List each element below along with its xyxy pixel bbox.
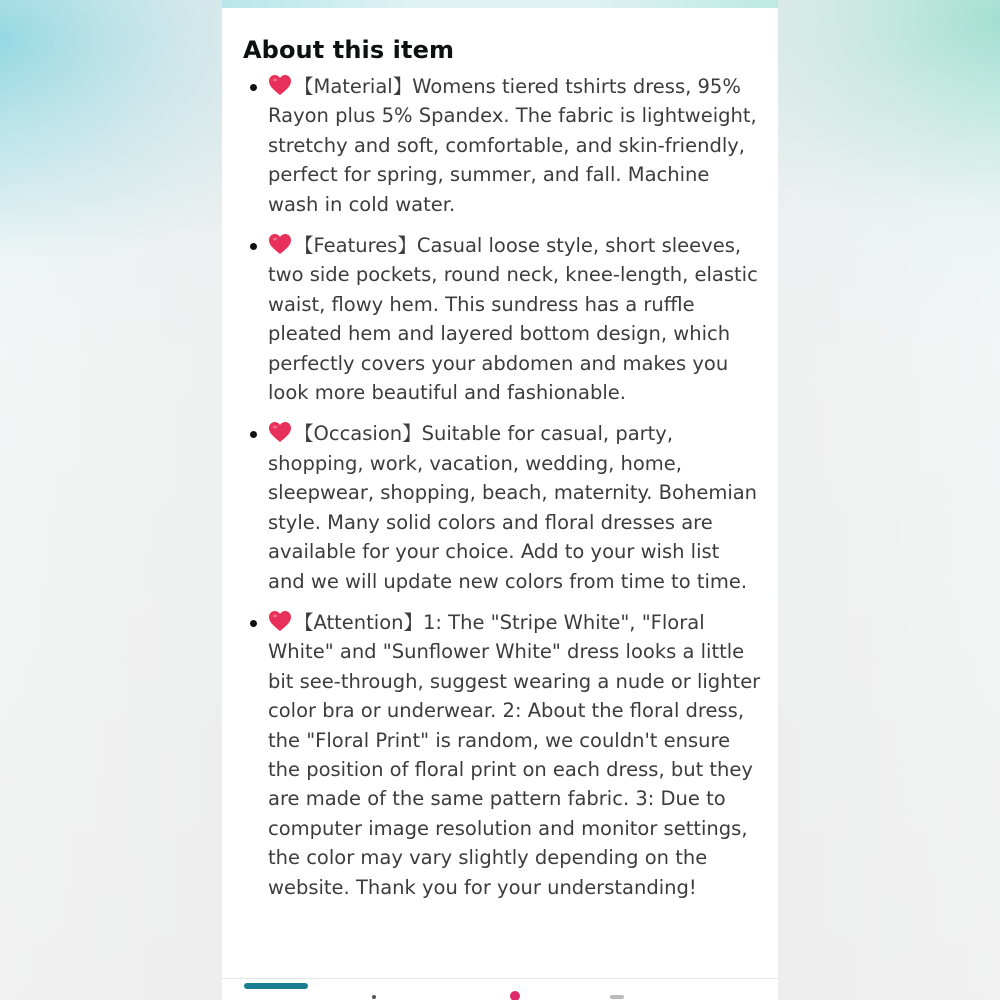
heart-icon [268,610,292,632]
product-details-panel [222,8,778,1000]
active-tab-indicator[interactable] [244,983,308,989]
bottom-navigation-bar [222,978,778,1000]
bullet-item-material [222,72,778,219]
bullet-text: Suitable for casual, party, shopping, work, vacation, wedding, home, sleepwear, shopping, beach, maternity. Bohemian style. Many solid colors and floral dresses are available for your choice. Add to your wish list and we will update new colors from time to time. [268,422,758,593]
background-left [0,0,222,1000]
heart-icon [268,74,292,96]
bullet-dot [250,431,257,438]
bullet-dot [250,243,257,250]
bullet-title: 【Material】 [294,75,413,98]
bullet-text: Casual loose style, short sleeves, two side pockets, round neck, knee-length, elastic waist, flowy hem. This sundress has a ruffle pleated hem and layered bottom design, which perfectly covers your abdomen and makes you look more beautiful and fashionable. [268,234,758,405]
nav-item[interactable] [372,995,376,999]
nav-item[interactable] [610,995,624,999]
bullet-title: 【Attention】 [294,610,423,634]
heart-icon [268,421,292,443]
bullet-dot [250,84,257,91]
section-heading: About this item [243,36,455,64]
bullet-item-attention [222,608,778,902]
bullet-item-occasion [222,419,778,595]
bullet-text: 1: The "Stripe White", "Floral White" and "Sunflower White" dress looks a little bit see-through, suggest wearing a nude or lighter color bra or underwear. 2: About the floral dress, the "Floral Print" is random, we couldn't ensure the position of floral print on each dress, but they are made of the same pattern fabric. 3: Due to computer image resolution and monitor settings, the color may vary slightly depending on the website. Thank you for your understanding! [268,610,761,899]
feature-bullet-list [222,72,778,914]
heart-icon [268,233,292,255]
bullet-dot [250,620,257,627]
bullet-item-features [222,231,778,407]
background-right [778,0,1000,1000]
bullet-text: Womens tiered tshirts dress, 95% Rayon plus 5% Spandex. The fabric is lightweight, stretchy and soft, comfortable, and skin-friendly, perfect for spring, summer, and fall. Machine wash in cold water. [268,75,757,216]
bullet-title: 【Occasion】 [294,422,422,446]
bullet-title: 【Features】 [294,234,417,258]
nav-item-active-dot[interactable] [510,991,520,1000]
